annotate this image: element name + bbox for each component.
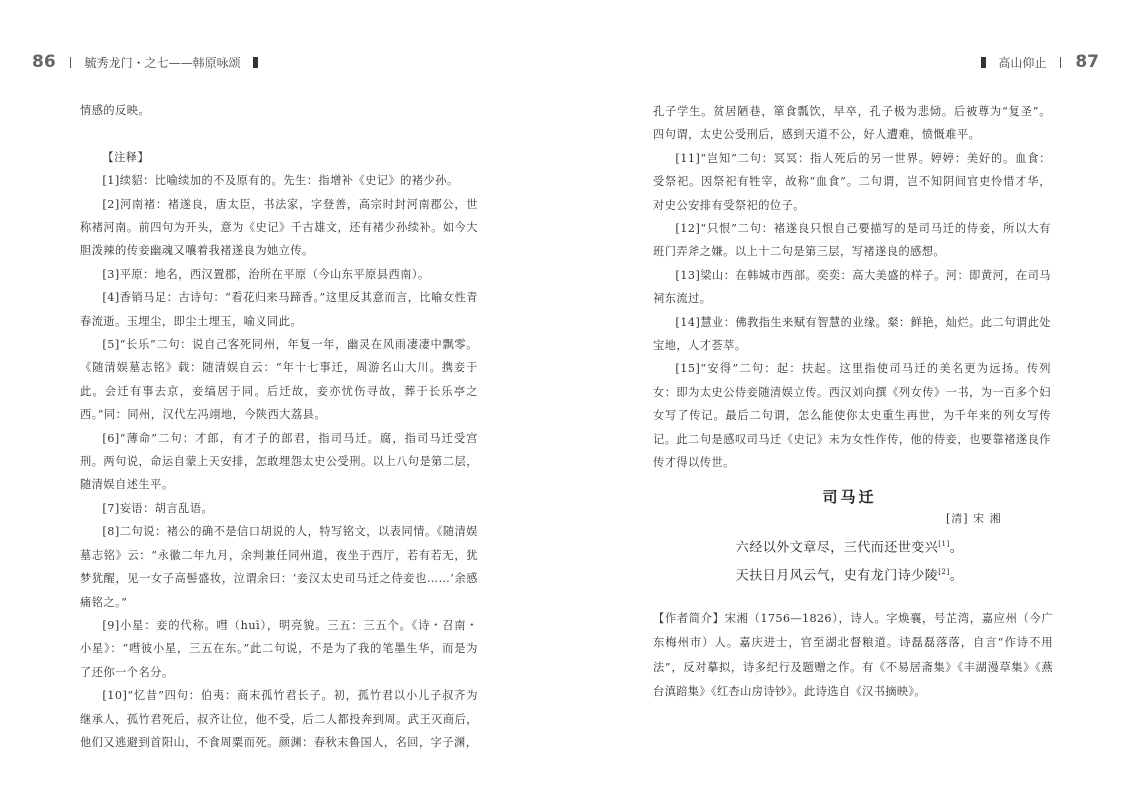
annotation-paragraph: [1]续貂：比喻续加的不及原有的。先生：指增补《史记》的褚少孙。	[102, 174, 459, 188]
left-page-body	[80, 99, 478, 754]
annotation-paragraph: [12]“只恨”二句：褚遂良只恨自己要描写的是司马迁的侍妾，所以大有班门弄斧之嫌。以上十二句是第三层，写褚遂良的感想。	[653, 222, 1051, 259]
annotation-paragraph: [10]“忆昔”四句：伯夷：商末孤竹君长子。初，孤竹君以小儿子叔齐为继承人，孤竹君死后，叔齐让位，他不受，后二人都投奔到周。武王灭商后，他们又逃避到首阳山，不食周粟而死。颜渊：春秋末鲁国人，名回，字子渊，	[80, 689, 478, 749]
annotation-paragraph: [8]二句说：褚公的确不是信口胡说的人，特写铭文，以表同情。《随清娱墓志铭》云：“永徽二年九月，余判兼任同州道，夜坐于西厅，若有若无，犹梦犹醒，见一女子高髻盛妆，泣谓余曰：‘妾汉太史司马迁之侍妾也……’余感痛铭之。”	[80, 525, 478, 609]
paragraph-spacer	[80, 122, 478, 145]
header-divider	[70, 57, 71, 68]
annotation-paragraph: [2]河南褚：褚遂良，唐太臣，书法家，字登善，高宗时封河南郡公，世称褚河南。前四句为开头，意为《史记》千古雄文，还有褚少孙续补。如今大胆泼辣的传妾幽魂又嚷着我褚遂良为她立传。	[80, 197, 478, 258]
page-number-left: 86	[32, 52, 56, 72]
annotation-paragraph: [7]妄语：胡言乱语。	[102, 501, 214, 515]
header-divider	[1060, 57, 1061, 68]
left-page	[0, 0, 566, 799]
annotation-paragraph: [14]慧业：佛教指生来赋有智慧的业缘。粲：鲜艳，灿烂。此二句谓此处宝地，人才荟萃。	[653, 315, 1051, 353]
footnote-marker: [1]	[938, 540, 950, 548]
poem-author: [清] 宋 湘	[946, 512, 1002, 525]
annotation-paragraph: [9]小星：妾的代称。嘒（huì），明亮貌。三五：三五个。《诗・召南・小星》：“嘒彼小星，三五在东。”此二句说，不是为了我的笔墨生华，而是为了还你一个名分。	[80, 618, 478, 679]
annotation-paragraph: 孔子学生。贫居陋巷，箪食瓢饮，早卒，孔子极为悲恸。后被尊为“复圣”。四句谓，太史公受刑后，感到天道不公，好人遭难，愤慨难平。	[653, 105, 1051, 142]
annotation-paragraph: [13]梁山：在韩城市西部。奕奕：高大美盛的样子。河：即黄河，在司马祠东流过。	[653, 268, 1051, 306]
annotation-paragraph: [6]“薄命”二句：才郎，有才子的郎君，指司马迁。腐，指司马迁受宫刑。两句说，命运自蒙上天安排，怎敢埋怨太史公受刑。以上八句是第二层，随清娱自述生平。	[80, 431, 478, 492]
page-number-right: 87	[1075, 52, 1099, 72]
footnote-marker: [2]	[938, 568, 950, 577]
annotation-paragraph: 情感的反映。	[80, 104, 151, 117]
annotation-paragraph: [15]“安得”二句：起：扶起。这里指使司马迁的美名更为远扬。传列女：即为太史公侍妾随清娱立传。西汉刘向撰《列女传》一书，为一百多个妇女写了传记。最后二句谓，怎么能使你太史重生再世，为千年来的列女写传记。此二句是感叹司马迁《史记》未为女性作传，他的侍妾，也要靠褚遂良作传才得以传世。	[653, 362, 1051, 470]
header-marker	[253, 57, 258, 68]
annotation-paragraph: [5]“长乐”二句：说自己客死同州，年复一年，幽灵在风雨凄凄中飘零。《随清娱墓志铭》载：随清娱自云：“年十七事迁，周游名山大川。携妾于此。会迁有事去京，妾缟居于同。后迁故，妾亦忧伤寻故，葬于长乐亭之西。”同：同州，汉代左冯翊地，今陕西大荔县。	[80, 338, 478, 422]
notes-heading: 【注释】	[102, 150, 150, 164]
right-page-header	[969, 52, 1099, 72]
annotation-paragraph: [3]平原：地名，西汉置郡，治所在平原（今山东平原县西南）。	[102, 267, 430, 281]
right-page	[566, 0, 1133, 799]
poem-line: 六经以外文章尽，三代而还世变兴[1]。	[735, 540, 964, 556]
author-bio: 【作者简介】宋湘（1756—1826），诗人。字焕襄，号芷湾，嘉应州（今广东梅州市）人。嘉庆进士，官至湖北督粮道。诗磊磊落落，自言“作诗不用法”，反对摹拟，诗多纪行及题赠之作。有《不易居斋集》《丰湖漫草集》《燕台滇踣集》《红杏山房诗钞》。此诗选自《汉书摘映》。	[653, 612, 1053, 699]
right-page-notes	[653, 100, 1051, 475]
running-title-right: 高山仰止	[998, 55, 1047, 70]
poem-title: 司马迁	[822, 488, 877, 506]
poem-line: 天扶日月风云气，史有龙门诗少陵[2]。	[735, 568, 964, 584]
poem-body	[566, 532, 1133, 589]
annotation-paragraph: [11]“岂知”二句：冥冥：指人死后的另一世界。婷婷：美好的。血食：受祭祀。因祭祀有牲宰，故称“血食”。二句谓，岂不知阴间官吏怜惜才华，对史公安排有受祭祀的位子。	[653, 151, 1051, 212]
running-title-left: 毓秀龙门・之七——韩原咏颂	[84, 55, 241, 70]
annotation-paragraph: [4]香销马足：古诗句：“看花归来马蹄香。”这里反其意而言，比喻女性青春流逝。玉埋尘，即尘土埋玉，喻义同此。	[80, 291, 478, 328]
header-marker	[981, 57, 986, 68]
left-page-header	[32, 52, 270, 72]
